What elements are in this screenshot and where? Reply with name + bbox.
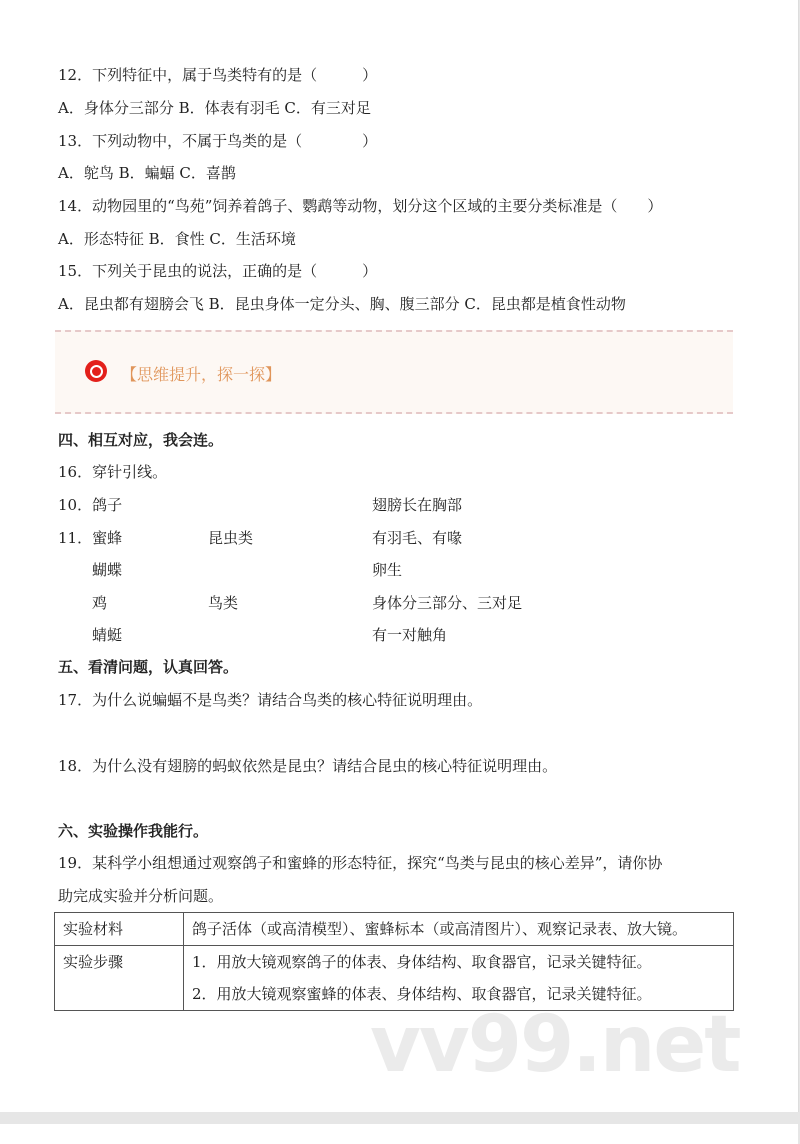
section-4-heading: 四、相互对应，我会连。: [58, 431, 224, 449]
question-12: 12．下列特征中，属于鸟类特有的是（ ）: [58, 66, 378, 84]
match-right-item: 有羽毛、有喙: [372, 529, 463, 547]
question-13: 13．下列动物中，不属于鸟类的是（ ）: [58, 132, 378, 150]
match-right-item: 翅膀长在胸部: [372, 496, 463, 514]
match-left-item: 鸡: [92, 594, 108, 612]
question-16: 16．穿针引线。: [58, 463, 168, 481]
question-14-options: A．形态特征 B．食性 C．生活环境: [58, 230, 296, 248]
step-item: 2．用放大镜观察蜜蜂的体表、身体结构、取食器官，记录关键特征。: [192, 985, 652, 1003]
section-banner: [55, 330, 733, 414]
question-15: 15．下列关于昆虫的说法，正确的是（ ）: [58, 262, 378, 280]
row-label: 实验步骤: [55, 946, 184, 1011]
question-12-options: A．身体分三部分 B．体表有羽毛 C．有三对足: [58, 99, 371, 117]
row-label: 实验材料: [55, 913, 184, 946]
match-right-item: 卵生: [372, 561, 403, 579]
match-left-item: 11．蜜蜂: [58, 529, 123, 547]
experiment-table: [54, 912, 734, 1011]
banner-title: 【思维提升，探一探】: [121, 365, 282, 384]
watermark: vv99.net: [370, 1000, 740, 1090]
question-18: 18．为什么没有翅膀的蚂蚁依然是昆虫？请结合昆虫的核心特征说明理由。: [58, 757, 558, 775]
question-13-options: A．鸵鸟 B．蝙蝠 C．喜鹊: [58, 164, 236, 182]
apple-icon: [85, 360, 107, 382]
section-5-heading: 五、看清问题，认真回答。: [58, 658, 239, 676]
question-17: 17．为什么说蝙蝠不是鸟类？请结合鸟类的核心特征说明理由。: [58, 691, 483, 709]
match-right-item: 有一对触角: [372, 626, 448, 644]
table-row: [55, 913, 734, 946]
match-left-item: 10．鸽子: [58, 496, 123, 514]
match-right-item: 身体分三部分、三对足: [372, 594, 523, 612]
match-middle-item: 昆虫类: [208, 529, 254, 547]
question-19-line1: 19．某科学小组想通过观察鸽子和蜜蜂的形态特征，探究“鸟类与昆虫的核心差异”，请你协: [58, 854, 663, 872]
match-left-item: 蜻蜓: [92, 626, 123, 644]
match-left-item: 蝴蝶: [92, 561, 123, 579]
step-item: 1．用放大镜观察鸽子的体表、身体结构、取食器官，记录关键特征。: [192, 953, 652, 971]
question-19-line2: 助完成实验并分析问题。: [58, 887, 224, 905]
row-value: 鸽子活体（或高清模型）、蜜蜂标本（或高清图片）、观察记录表、放大镜。: [184, 913, 734, 946]
next-page: [0, 1124, 798, 1144]
section-6-heading: 六、实验操作我能行。: [58, 822, 209, 840]
question-14: 14．动物园里的“鸟苑”饲养着鸽子、鹦鹉等动物，划分这个区域的主要分类标准是（ ）: [58, 197, 663, 215]
question-15-options: A．昆虫都有翅膀会飞 B．昆虫身体一定分头、胸、腹三部分 C．昆虫都是植食性动物: [58, 295, 626, 313]
match-middle-item: 鸟类: [208, 594, 239, 612]
